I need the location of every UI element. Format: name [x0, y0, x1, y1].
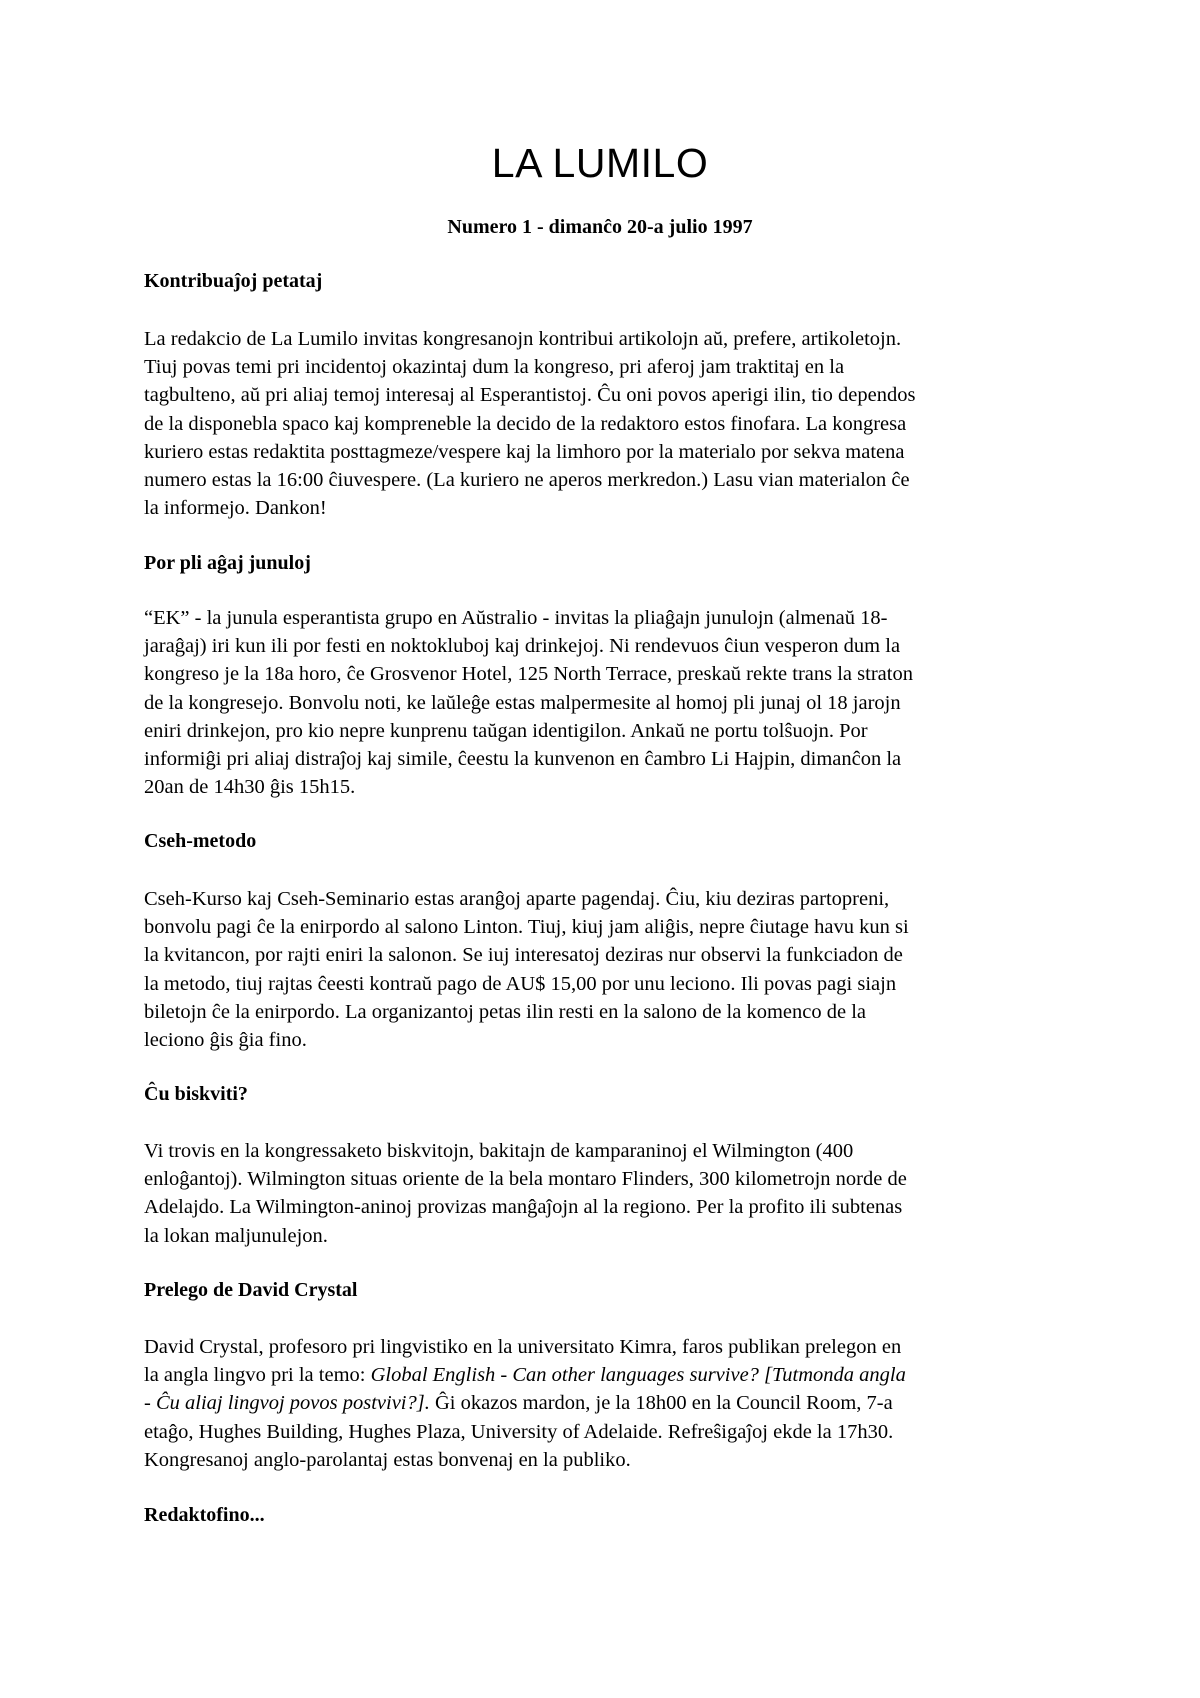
- text-line: etaĝo, Hughes Building, Hughes Plaza, University of Adelaide. Refreŝigaĵoj ekde la 17h30.: [144, 1420, 894, 1443]
- text-line: de la kongresejo. Bonvolu noti, ke laŭleĝe estas malpermesite al homoj pli junaj ol 18 jarojn: [144, 691, 901, 714]
- section-heading-redaktofino: Redaktofino...: [144, 1504, 265, 1526]
- text-line: leciono ĝis ĝia fino.: [144, 1029, 307, 1052]
- section-body-prelego: [144, 1333, 1064, 1474]
- text-line: jaraĝaj) iri kun ili por festi en noktokluboj kaj drinkejoj. Ni rendevuos ĉiun vesperon dum la: [144, 635, 901, 658]
- newsletter-title: LA LUMILO: [491, 140, 709, 186]
- text-line: 20an de 14h30 ĝis 15h15.: [144, 776, 356, 799]
- text-line: [144, 1361, 1064, 1389]
- text-line: numero estas la 16:00 ĉiuvespere. (La kuriero ne aperos merkredon.) Lasu vian materialon ĉe: [144, 469, 910, 492]
- text-line: Cseh-Kurso kaj Cseh-Seminario estas aranĝoj aparte pagendaj. Ĉiu, kiu deziras partopreni,: [144, 888, 890, 910]
- text-line: kongreso je la 18a horo, ĉe Grosvenor Hotel, 125 North Terrace, preskaŭ rekte trans la straton: [144, 663, 913, 686]
- text-line: tagbulteno, aŭ pri aliaj temoj interesaj al Esperantistoj. Ĉu oni povos aperigi ilin, tio dependos: [144, 384, 916, 407]
- text-line: la lokan maljunulejon.: [144, 1224, 328, 1247]
- text-line: [144, 1389, 1064, 1417]
- section-heading-kontribuajoj: Kontribuaĵoj petataj: [144, 270, 323, 292]
- text-line: “EK” - la junula esperantista grupo en Aŭstralio - invitas la pliaĝajn junulojn (almenaŭ 18-: [144, 607, 888, 629]
- text-line: kuriero estas redaktita posttagmeze/vespere kaj la limhoro por la materialo por sekva matena: [144, 440, 905, 463]
- section-heading-cseh-metodo: Cseh-metodo: [144, 830, 257, 852]
- text-plain: Ĝi okazos mardon, je la 18h00 en la Council Room, 7-a: [429, 1392, 893, 1415]
- text-line: de la disponebla spaco kaj kompreneble la decido de la redaktoro estos finofara. La kongresa: [144, 412, 907, 435]
- text-line: Adelajdo. La Wilmington-aninoj provizas manĝaĵojn al la regiono. Per la profito ili subtenas: [144, 1196, 903, 1219]
- text-line: La redakcio de La Lumilo invitas kongresanojn kontribui artikolojn aŭ, prefere, artikoletojn.: [144, 328, 902, 350]
- section-heading-junuloj: Por pli aĝaj junuloj: [144, 552, 311, 574]
- issue-line: Numero 1 - dimanĉo 20-a julio 1997: [447, 216, 753, 238]
- text-line: la kvitancon, por rajti eniri la salonon. Se iuj interesatoj deziras nur observi la funkciadon de: [144, 944, 903, 967]
- text-line: la metodo, tiuj rajtas ĉeesti kontraŭ pago de AU$ 15,00 por unu leciono. Ili povas pagi siajn: [144, 972, 897, 995]
- text-line: enloĝantoj). Wilmington situas oriente de la bela montaro Flinders, 300 kilometrojn norde de: [144, 1168, 907, 1191]
- section-body-biskviti: [144, 1137, 1064, 1250]
- section-body-kontribuajoj: [144, 325, 1064, 522]
- section-heading-prelego: Prelego de David Crystal: [144, 1279, 358, 1301]
- text-line: Kongresanoj anglo-parolantaj estas bonvenaj en la publiko.: [144, 1448, 631, 1471]
- lecture-title-italic: Global English - Can other languages survive? [Tutmonda angla: [370, 1364, 906, 1387]
- lecture-title-italic: - Ĉu aliaj lingvoj povos postvivi?].: [144, 1392, 430, 1415]
- section-body-cseh-metodo: [144, 885, 1064, 1054]
- section-heading-biskviti: Ĉu biskviti?: [144, 1083, 248, 1105]
- text-line: eniri drinkejon, pro kio nepre kunprenu taŭgan identigilon. Ankaŭ ne portu tolŝuojn. Por: [144, 719, 868, 742]
- text-line: bonvolu pagi ĉe la enirpordo al salono Linton. Tiuj, kiuj jam aliĝis, nepre ĉiutage havu kun si: [144, 916, 909, 939]
- text-line: David Crystal, profesoro pri lingvistiko en la universitato Kimra, faros publikan prelegon en: [144, 1336, 902, 1358]
- text-line: Tiuj povas temi pri incidentoj okazintaj dum la kongreso, pri aferoj jam traktitaj en la: [144, 356, 845, 379]
- section-body-junuloj: [144, 604, 1064, 801]
- text-line: Vi trovis en la kongressaketo biskvitojn, bakitajn de kamparaninoj el Wilmington (400: [144, 1140, 854, 1162]
- text-plain: la angla lingvo pri la temo:: [144, 1364, 371, 1387]
- text-line: informiĝi pri aliaj distraĵoj kaj simile, ĉeestu la kunvenon en ĉambro Li Hajpin, dimanĉon la: [144, 748, 902, 771]
- text-line: la informejo. Dankon!: [144, 497, 327, 520]
- text-line: biletojn ĉe la enirpordo. La organizantoj petas ilin resti en la salono de la komenco de la: [144, 1000, 867, 1023]
